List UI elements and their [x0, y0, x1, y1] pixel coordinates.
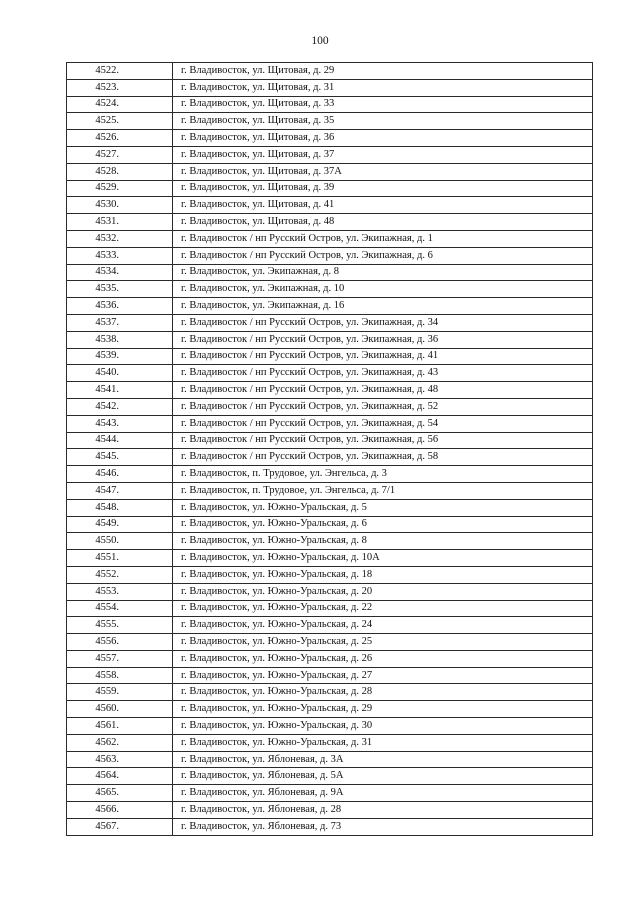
- row-number: 4537.: [67, 314, 173, 331]
- row-number: 4549.: [67, 516, 173, 533]
- row-number: 4534.: [67, 264, 173, 281]
- table-row: [67, 146, 593, 163]
- row-number: 4560.: [67, 701, 173, 718]
- table-row: [67, 230, 593, 247]
- address-cell: г. Владивосток, ул. Южно-Уральская, д. 31: [173, 734, 593, 751]
- address-cell: г. Владивосток, ул. Яблоневая, д. 28: [173, 802, 593, 819]
- row-number: 4535.: [67, 281, 173, 298]
- address-cell: г. Владивосток, ул. Южно-Уральская, д. 30: [173, 718, 593, 735]
- address-cell: г. Владивосток, ул. Южно-Уральская, д. 22: [173, 600, 593, 617]
- address-cell: г. Владивосток, ул. Яблоневая, д. 73: [173, 818, 593, 835]
- row-number: 4545.: [67, 449, 173, 466]
- address-cell: г. Владивосток, ул. Щитовая, д. 35: [173, 113, 593, 130]
- row-number: 4551.: [67, 550, 173, 567]
- table-row: [67, 785, 593, 802]
- table-row: [67, 264, 593, 281]
- row-number: 4554.: [67, 600, 173, 617]
- table-row: [67, 600, 593, 617]
- table-row: [67, 214, 593, 231]
- row-number: 4542.: [67, 398, 173, 415]
- row-number: 4523.: [67, 79, 173, 96]
- row-number: 4530.: [67, 197, 173, 214]
- table-row: [67, 197, 593, 214]
- table-row: [67, 348, 593, 365]
- table-row: [67, 533, 593, 550]
- address-cell: г. Владивосток, ул. Южно-Уральская, д. 6: [173, 516, 593, 533]
- address-table: [66, 62, 593, 836]
- table-row: [67, 516, 593, 533]
- row-number: 4562.: [67, 734, 173, 751]
- address-cell: г. Владивосток / нп Русский Остров, ул. Экипажная, д. 36: [173, 331, 593, 348]
- address-cell: г. Владивосток, п. Трудовое, ул. Энгельса, д. 3: [173, 466, 593, 483]
- table-row: [67, 163, 593, 180]
- address-cell: г. Владивосток, ул. Экипажная, д. 8: [173, 264, 593, 281]
- address-cell: г. Владивосток / нп Русский Остров, ул. Экипажная, д. 58: [173, 449, 593, 466]
- table-row: [67, 298, 593, 315]
- address-cell: г. Владивосток, ул. Экипажная, д. 10: [173, 281, 593, 298]
- row-number: 4561.: [67, 718, 173, 735]
- address-cell: г. Владивосток, ул. Южно-Уральская, д. 5: [173, 499, 593, 516]
- row-number: 4531.: [67, 214, 173, 231]
- row-number: 4526.: [67, 130, 173, 147]
- row-number: 4527.: [67, 146, 173, 163]
- table-row: [67, 718, 593, 735]
- address-cell: г. Владивосток, ул. Щитовая, д. 37: [173, 146, 593, 163]
- row-number: 4539.: [67, 348, 173, 365]
- address-cell: г. Владивосток, ул. Южно-Уральская, д. 8: [173, 533, 593, 550]
- table-row: [67, 96, 593, 113]
- table-row: [67, 382, 593, 399]
- address-cell: г. Владивосток, ул. Южно-Уральская, д. 29: [173, 701, 593, 718]
- address-cell: г. Владивосток, ул. Южно-Уральская, д. 18: [173, 566, 593, 583]
- table-row: [67, 768, 593, 785]
- table-row: [67, 247, 593, 264]
- table-row: [67, 802, 593, 819]
- address-cell: г. Владивосток / нп Русский Остров, ул. Экипажная, д. 34: [173, 314, 593, 331]
- address-cell: г. Владивосток, ул. Щитовая, д. 39: [173, 180, 593, 197]
- row-number: 4563.: [67, 751, 173, 768]
- address-cell: г. Владивосток / нп Русский Остров, ул. Экипажная, д. 54: [173, 415, 593, 432]
- table-row: [67, 667, 593, 684]
- address-cell: г. Владивосток / нп Русский Остров, ул. Экипажная, д. 43: [173, 365, 593, 382]
- address-cell: г. Владивосток, ул. Южно-Уральская, д. 24: [173, 617, 593, 634]
- address-cell: г. Владивосток / нп Русский Остров, ул. Экипажная, д. 1: [173, 230, 593, 247]
- address-cell: г. Владивосток, ул. Яблоневая, д. 5А: [173, 768, 593, 785]
- table-row: [67, 314, 593, 331]
- address-cell: г. Владивосток, ул. Щитовая, д. 29: [173, 63, 593, 80]
- row-number: 4548.: [67, 499, 173, 516]
- row-number: 4522.: [67, 63, 173, 80]
- table-row: [67, 566, 593, 583]
- address-cell: г. Владивосток / нп Русский Остров, ул. Экипажная, д. 52: [173, 398, 593, 415]
- row-number: 4525.: [67, 113, 173, 130]
- table-row: [67, 63, 593, 80]
- row-number: 4543.: [67, 415, 173, 432]
- row-number: 4544.: [67, 432, 173, 449]
- address-cell: г. Владивосток, ул. Южно-Уральская, д. 10А: [173, 550, 593, 567]
- table-row: [67, 617, 593, 634]
- row-number: 4533.: [67, 247, 173, 264]
- address-cell: г. Владивосток, ул. Щитовая, д. 37А: [173, 163, 593, 180]
- row-number: 4552.: [67, 566, 173, 583]
- row-number: 4565.: [67, 785, 173, 802]
- row-number: 4532.: [67, 230, 173, 247]
- row-number: 4566.: [67, 802, 173, 819]
- table-row: [67, 415, 593, 432]
- address-cell: г. Владивосток, п. Трудовое, ул. Энгельса, д. 7/1: [173, 482, 593, 499]
- address-cell: г. Владивосток, ул. Южно-Уральская, д. 28: [173, 684, 593, 701]
- row-number: 4540.: [67, 365, 173, 382]
- table-row: [67, 180, 593, 197]
- table-row: [67, 398, 593, 415]
- row-number: 4528.: [67, 163, 173, 180]
- address-cell: г. Владивосток, ул. Щитовая, д. 31: [173, 79, 593, 96]
- address-cell: г. Владивосток, ул. Щитовая, д. 36: [173, 130, 593, 147]
- address-cell: г. Владивосток, ул. Щитовая, д. 33: [173, 96, 593, 113]
- row-number: 4555.: [67, 617, 173, 634]
- row-number: 4558.: [67, 667, 173, 684]
- table-row: [67, 79, 593, 96]
- table-row: [67, 550, 593, 567]
- address-cell: г. Владивосток, ул. Южно-Уральская, д. 20: [173, 583, 593, 600]
- row-number: 4541.: [67, 382, 173, 399]
- row-number: 4538.: [67, 331, 173, 348]
- address-cell: г. Владивосток, ул. Южно-Уральская, д. 25: [173, 634, 593, 651]
- address-cell: г. Владивосток / нп Русский Остров, ул. Экипажная, д. 48: [173, 382, 593, 399]
- table-row: [67, 466, 593, 483]
- row-number: 4556.: [67, 634, 173, 651]
- address-cell: г. Владивосток, ул. Южно-Уральская, д. 26: [173, 650, 593, 667]
- address-cell: г. Владивосток / нп Русский Остров, ул. Экипажная, д. 56: [173, 432, 593, 449]
- row-number: 4547.: [67, 482, 173, 499]
- row-number: 4550.: [67, 533, 173, 550]
- table-row: [67, 818, 593, 835]
- row-number: 4557.: [67, 650, 173, 667]
- table-row: [67, 650, 593, 667]
- table-row: [67, 432, 593, 449]
- address-cell: г. Владивосток, ул. Южно-Уральская, д. 27: [173, 667, 593, 684]
- table-row: [67, 482, 593, 499]
- page-number: 100: [311, 35, 329, 47]
- table-row: [67, 365, 593, 382]
- table-row: [67, 583, 593, 600]
- table-row: [67, 751, 593, 768]
- row-number: 4546.: [67, 466, 173, 483]
- table-row: [67, 113, 593, 130]
- table-row: [67, 634, 593, 651]
- row-number: 4529.: [67, 180, 173, 197]
- table-row: [67, 449, 593, 466]
- row-number: 4524.: [67, 96, 173, 113]
- table-row: [67, 281, 593, 298]
- address-cell: г. Владивосток, ул. Яблоневая, д. 9А: [173, 785, 593, 802]
- table-row: [67, 130, 593, 147]
- table-row: [67, 331, 593, 348]
- row-number: 4559.: [67, 684, 173, 701]
- table-row: [67, 701, 593, 718]
- address-cell: г. Владивосток / нп Русский Остров, ул. Экипажная, д. 6: [173, 247, 593, 264]
- address-cell: г. Владивосток / нп Русский Остров, ул. Экипажная, д. 41: [173, 348, 593, 365]
- row-number: 4567.: [67, 818, 173, 835]
- table-row: [67, 734, 593, 751]
- row-number: 4564.: [67, 768, 173, 785]
- row-number: 4553.: [67, 583, 173, 600]
- address-table-body: [67, 63, 593, 836]
- table-row: [67, 684, 593, 701]
- address-cell: г. Владивосток, ул. Яблоневая, д. 3А: [173, 751, 593, 768]
- table-row: [67, 499, 593, 516]
- address-cell: г. Владивосток, ул. Щитовая, д. 41: [173, 197, 593, 214]
- address-cell: г. Владивосток, ул. Экипажная, д. 16: [173, 298, 593, 315]
- address-cell: г. Владивосток, ул. Щитовая, д. 48: [173, 214, 593, 231]
- row-number: 4536.: [67, 298, 173, 315]
